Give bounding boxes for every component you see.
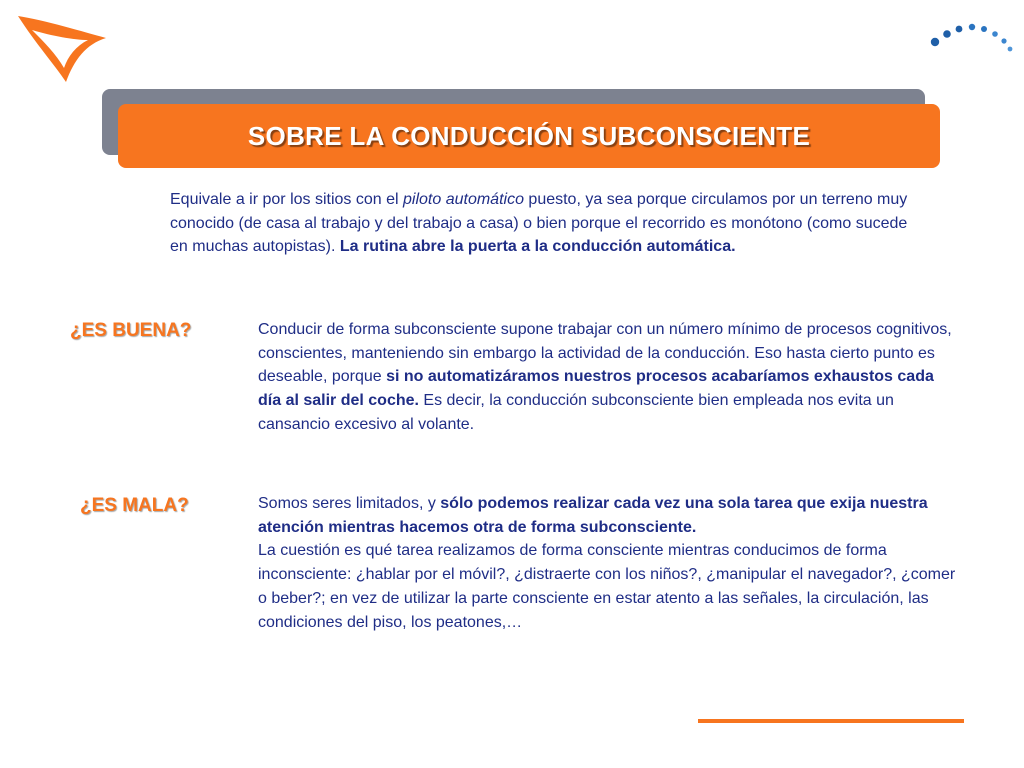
blue-dots-arc-icon: [925, 20, 1017, 62]
mala-bold-text: sólo podemos realizar cada vez una sola tarea que exija nuestra atención mientras hacemos otra de forma subconsciente.: [258, 495, 928, 536]
intro-italic-text: piloto automático: [403, 191, 524, 208]
intro-text-2: puesto, ya sea porque circulamos por un terreno muy conocido (de casa al trabajo y del trabajo a casa) o bien porque el recorrido es monótono (como sucede en muchas autopistas).: [170, 191, 908, 256]
buena-bold-text: si no automatizáramos nuestros procesos acabaríamos exhaustos cada día al salir del coche.: [258, 368, 934, 410]
intro-bold-text: La rutina abre la puerta a la conducción automática.: [339, 238, 736, 256]
es-mala-paragraph: [258, 492, 958, 634]
mala-text-1: Somos seres limitados, y: [258, 495, 441, 512]
orange-chevron-logo-icon: [14, 10, 112, 88]
title-banner: [118, 104, 940, 168]
es-buena-paragraph: [258, 318, 958, 437]
page-title: SOBRE LA CONDUCCIÓN SUBCONSCIENTE: [247, 120, 811, 151]
intro-text-1: Equivale a ir por los sitios con el: [170, 191, 403, 208]
buena-text-1: Conducir de forma subconsciente supone trabajar con un número mínimo de procesos cognitivos, conscientes, manteniendo sin embargo la actividad de la conducción. Eso hasta cierto punto es deseable, porque: [258, 321, 952, 386]
bottom-accent-line: [698, 719, 964, 723]
mala-text-2: La cuestión es qué tarea realizamos de forma consciente mientras conducimos de forma inconsciente: ¿hablar por el móvil?, ¿distraerte con los niños?, ¿manipular el navegador?, ¿comer o beber?; en vez de utilizar la parte consciente en estar atento a las señales, la circulación, las condiciones del piso, los peatones,…: [258, 542, 956, 631]
buena-text-2: Es decir, la conducción subconsciente bien empleada nos evita un cansancio excesivo al volante.: [258, 392, 894, 433]
es-mala-heading: ¿ES MALA?: [80, 495, 189, 516]
intro-paragraph: [170, 188, 910, 259]
es-buena-heading: ¿ES BUENA?: [70, 320, 192, 341]
